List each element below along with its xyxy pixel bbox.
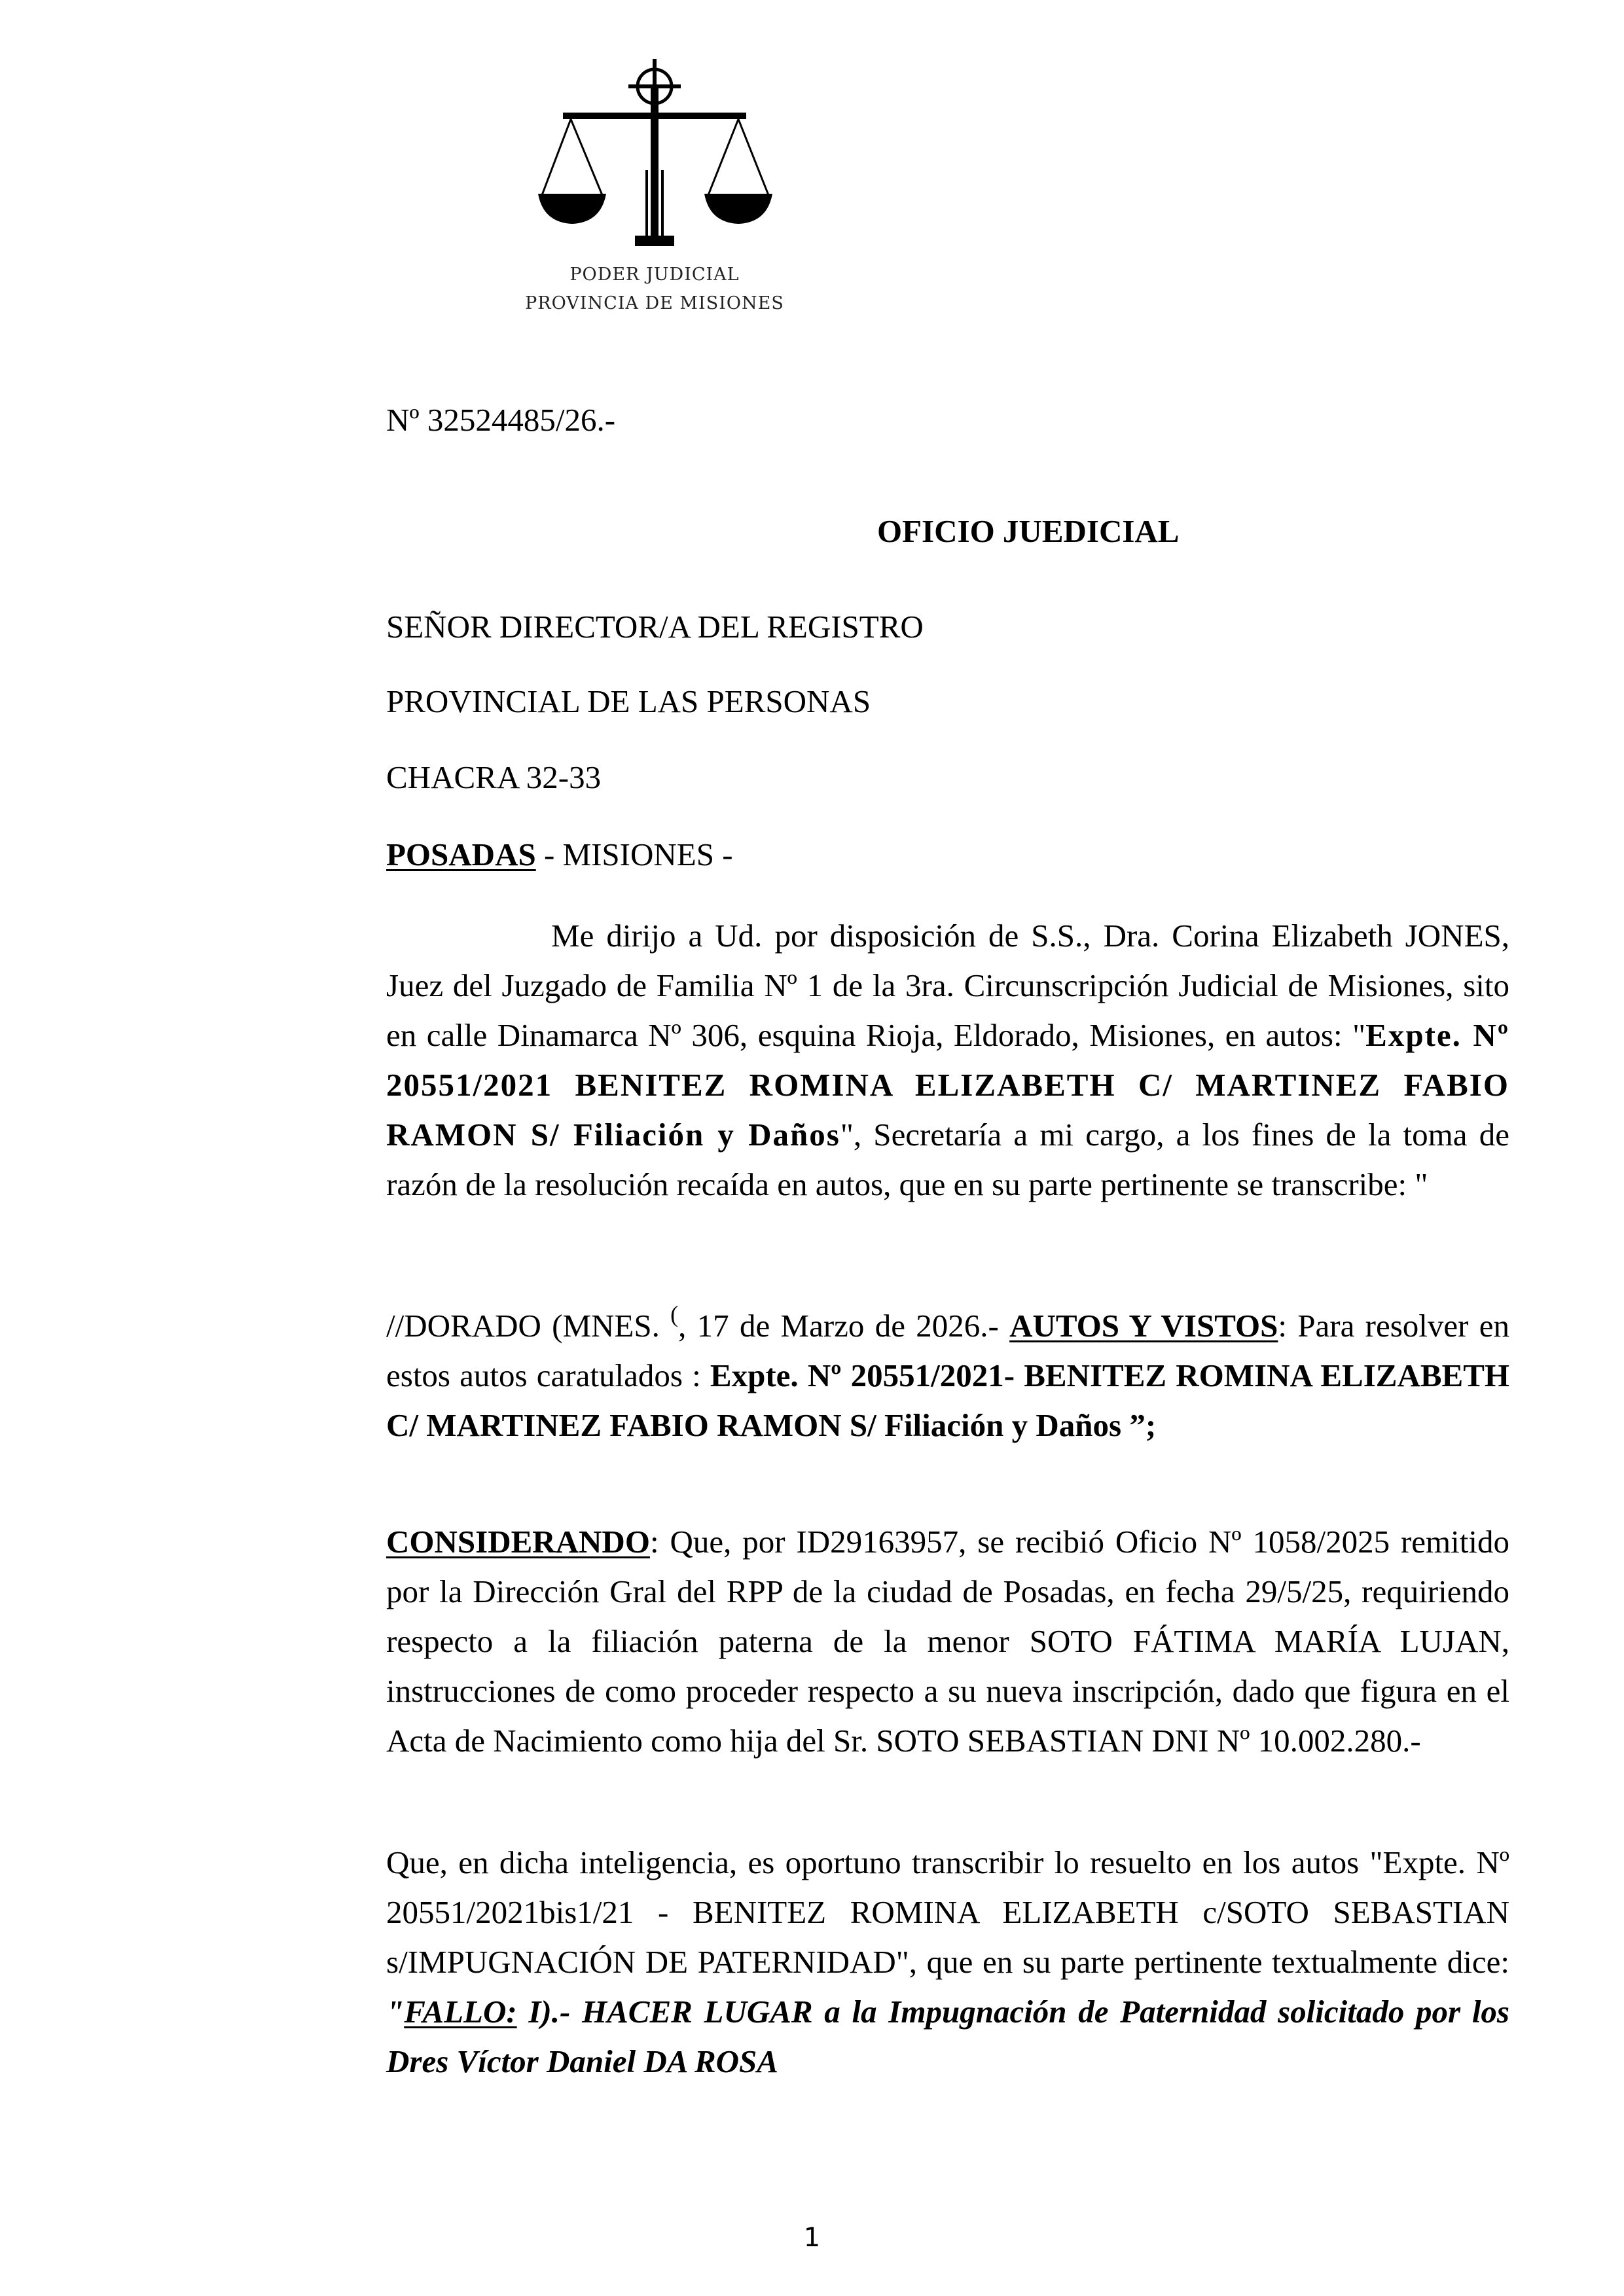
autos-text: : Para resolver en estos autos caratulados : — [386, 1308, 1510, 1393]
considerando-text: : Que, por ID29163957, se recibió Oficio Nº 1058/2025 remitido por la Dirección Gral del RPP de la ciudad de Posadas, en fecha 29/5/25, requiriendo respecto a la filiación paterna de la menor SOTO FÁTIMA MARÍA LUJAN, instrucciones de como proceder respecto a su nueva inscripción, dado que figura en el Acta de Nacimiento como hija del Sr. SOTO SEBASTIAN DNI Nº 10.002.280.- — [386, 1524, 1509, 1759]
logo-text-poder-judicial: PODER JUDICIAL — [569, 264, 740, 285]
document-title: OFICIO JUEDICIAL — [877, 513, 1180, 549]
address-province: - MISIONES - — [535, 836, 733, 872]
address-line-3: CHACRA 32-33 — [386, 759, 602, 795]
page-number: 1 — [803, 2223, 821, 2253]
address-line-2: PROVINCIAL DE LAS PERSONAS — [386, 683, 871, 719]
address-city-line — [386, 835, 733, 874]
autos-mark: ( — [670, 1301, 679, 1327]
document-number: Nº 32524485/26.- — [386, 402, 616, 438]
autos-label: AUTOS Y VISTOS — [1009, 1308, 1278, 1344]
logo-text-provincia: PROVINCIA DE MISIONES — [525, 293, 784, 314]
considerando-label: CONSIDERANDO — [386, 1524, 650, 1560]
transcription-text: Que, en dicha inteligencia, es oportuno transcribir lo resuelto en los autos "Expte. Nº 20551/2021bis1/21 - BENITEZ ROMINA ELIZABETH c/SOTO SEBASTIAN s/IMPUGNACIÓN DE PATERNIDAD", que en su parte pertinente textualmente dice: — [386, 1844, 1509, 1980]
scales-of-justice-icon — [537, 39, 772, 255]
fallo-label: FALLO: — [404, 1994, 517, 2030]
intro-text-end: ", Secretaría a mi cargo, a los fines de la toma de razón de la resolución recaída en autos, que en su parte pertinente se transcribe: " — [386, 1117, 1509, 1202]
paragraph-intro — [386, 911, 1509, 1210]
autos-date-text: , 17 de Marzo de 2026.- — [678, 1308, 1010, 1344]
paragraph-considerando — [386, 1517, 1509, 1766]
autos-case-title: Expte. Nº 20551/2021- BENITEZ ROMINA ELIZABETH C/ MARTINEZ FABIO RAMON S/ Filiación y Daños ”; — [386, 1357, 1509, 1443]
court-logo — [511, 39, 799, 314]
fallo-quote-open: " — [386, 1994, 405, 2030]
autos-place-text: //DORADO (MNES. — [386, 1308, 671, 1344]
address-city: POSADAS — [386, 836, 536, 872]
fallo-text: I).- HACER LUGAR a la Impugnación de Paternidad solicitado por los Dres Víctor Daniel DA ROSA — [386, 1994, 1509, 2079]
address-line-1: SEÑOR DIRECTOR/A DEL REGISTRO — [386, 609, 924, 645]
intro-text: Me dirijo a Ud. por disposición de S.S., Dra. Corina Elizabeth JONES, Juez del Juzgado de Familia Nº 1 de la 3ra. Circunscripción Judicial de Misiones, sito en calle Dinamarca Nº 306, esquina Rioja, Eldorado, Misiones, en autos: " — [386, 918, 1509, 1053]
paragraph-transcription — [386, 1838, 1509, 2087]
paragraph-autos — [386, 1289, 1509, 1450]
intro-case-title: Expte. Nº 20551/2021 BENITEZ ROMINA ELIZABETH C/ MARTINEZ FABIO RAMON S/ Filiación y Daños — [386, 1017, 1509, 1153]
